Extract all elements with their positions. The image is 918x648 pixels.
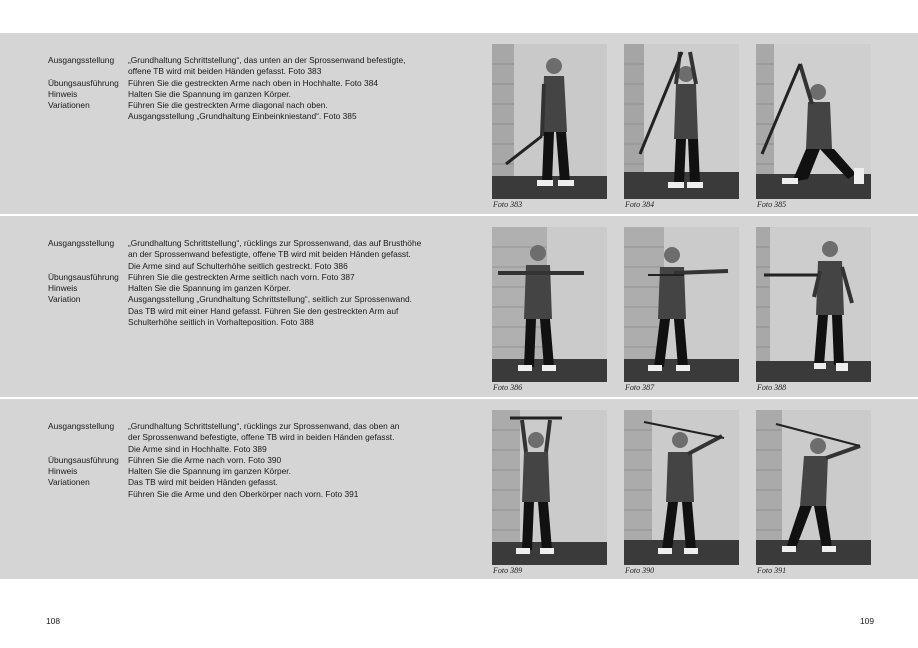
photo-388 (756, 227, 871, 382)
label: Hinweis (48, 88, 78, 99)
text-line: Halten Sie die Spannung im ganzen Körper. (128, 466, 291, 477)
page-number-left: 108 (46, 616, 60, 626)
label: Variationen (48, 100, 90, 111)
photo-390 (624, 410, 739, 565)
photo-389 (492, 410, 607, 565)
text-line: Die Arme sind in Hochhalte. Foto 389 (128, 443, 267, 454)
text-line: an der Sprossenwand befestigte, offene TB wird mit beiden Händen gefasst. (128, 249, 411, 260)
text-line: Führen Sie die Arme nach vorn. Foto 390 (128, 454, 282, 465)
exercise-text-3 (48, 421, 448, 500)
text-line: Führen Sie die gestreckten Arme nach oben in Hochhalte. Foto 384 (128, 77, 379, 88)
text-line: Das TB wird mit beiden Händen gefasst. (128, 477, 278, 488)
photo-391 (756, 410, 871, 565)
text-line: Das TB wird mit einer Hand gefasst. Führen Sie den gestreckten Arm auf (128, 305, 399, 316)
photo-caption: Foto 384 (625, 200, 655, 209)
photo-385 (756, 44, 871, 199)
page-number-right: 109 (860, 616, 874, 626)
text-line: Führen Sie die gestreckten Arme diagonal nach oben. (128, 100, 328, 111)
photo-caption: Foto 388 (757, 383, 787, 392)
text-line: „Grundhaltung Schrittstellung“, das unten an der Sprossenwand befestigte, (128, 55, 406, 65)
photo-caption: Foto 383 (493, 200, 523, 209)
photo-caption: Foto 389 (493, 566, 523, 575)
photo-384 (624, 44, 739, 199)
label: Ausgangsstellung (48, 55, 115, 65)
text-line: Halten Sie die Spannung im ganzen Körper. (128, 88, 291, 99)
label: Übungsausführung (48, 271, 119, 282)
text-line: offene TB wird mit beiden Händen gefasst. Foto 383 (128, 66, 322, 77)
text-line: Führen Sie die gestreckten Arme seitlich nach vorn. Foto 387 (128, 271, 355, 282)
label: Variation (48, 294, 81, 305)
text-line: „Grundhaltung Schrittstellung“, rücklings zur Sprossenwand, das oben an (128, 421, 400, 431)
text-line: Schulterhöhe seitlich in Vorhalteposition. Foto 388 (128, 317, 314, 328)
label: Variationen (48, 477, 90, 488)
text-line: „Grundhaltung Schrittstellung“, rücklings zur Sprossenwand, das auf Brusthöhe (128, 238, 422, 248)
photo-caption: Foto 386 (493, 383, 523, 392)
photo-387 (624, 227, 739, 382)
photo-caption: Foto 387 (625, 383, 655, 392)
text-line: Halten Sie die Spannung im ganzen Körper. (128, 283, 291, 294)
label: Übungsausführung (48, 454, 119, 465)
label: Ausgangsstellung (48, 238, 115, 248)
photo-caption: Foto 390 (625, 566, 655, 575)
photo-caption: Foto 385 (757, 200, 787, 209)
label: Hinweis (48, 283, 78, 294)
exercise-text-1 (48, 55, 448, 123)
label: Hinweis (48, 466, 78, 477)
photo-caption: Foto 391 (757, 566, 787, 575)
text-line: Führen Sie die Arme und den Oberkörper nach vorn. Foto 391 (128, 488, 359, 499)
text-line: Ausgangsstellung „Grundhaltung Einbeinkniestand“. Foto 385 (128, 111, 357, 122)
photo-386 (492, 227, 607, 382)
text-line: der Sprossenwand befestigte, offene TB wird in beiden Händen gefasst. (128, 432, 395, 443)
text-line: Ausgangsstellung „Grundhaltung Schrittstellung“, seitlich zur Sprossenwand. (128, 294, 412, 305)
label: Ausgangsstellung (48, 421, 115, 431)
exercise-text-2 (48, 238, 448, 328)
photo-383 (492, 44, 607, 199)
label: Übungsausführung (48, 77, 119, 88)
text-line: Die Arme sind auf Schulterhöhe seitlich gestreckt. Foto 386 (128, 260, 348, 271)
